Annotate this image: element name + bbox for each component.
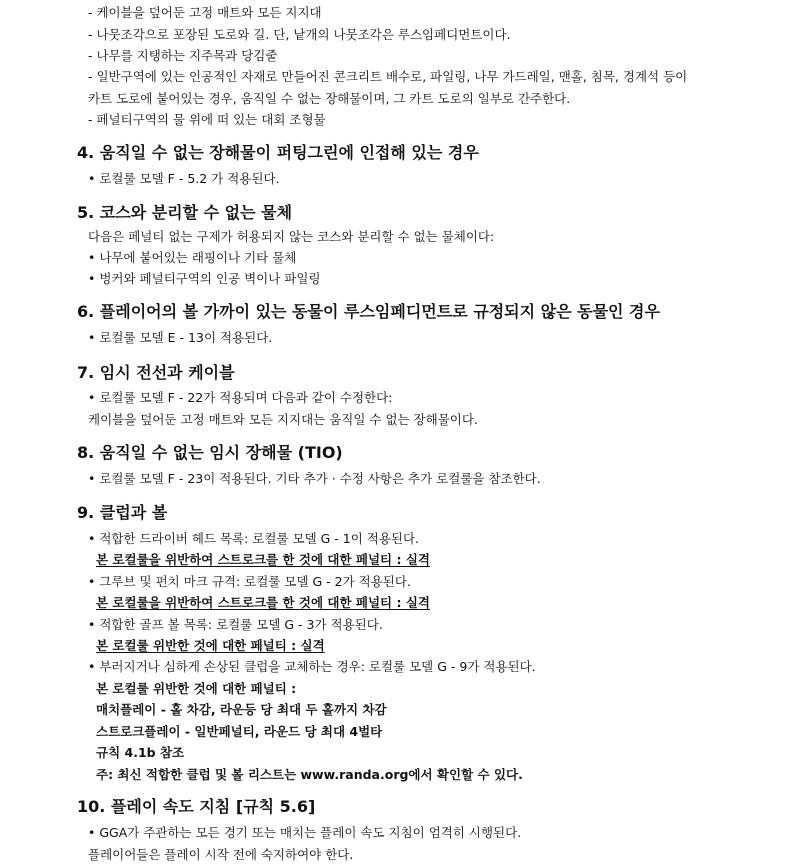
note-text: 주: 최신 적합한 클럽 및 볼 리스트는 www.randa.org에서 확인할 수 있다. [96,767,523,782]
section-heading: 4. 움직일 수 없는 장해물이 퍼팅그린에 인접해 있는 경우 [77,143,479,162]
bullet-item: • 그루브 및 펀치 마크 규격: 로컬룰 모델 G - 2가 적용된다. [88,574,411,590]
bullet-item: • 부러지거나 심하게 손상된 클럽을 교체하는 경우: 로컬룰 모델 G - 9가 적용된다. [88,659,536,675]
bullet-item: • 적합한 드라이버 헤드 목록: 로컬룰 모델 G - 1이 적용된다. [88,531,419,547]
section-intro-text: 다음은 페널티 없는 구제가 허용되지 않는 코스와 분리할 수 없는 물체이다: [88,229,495,244]
section-heading: 10. 플레이 속도 지침 [규칙 5.6] [77,797,316,816]
bullet-item: • 로컬룰 모델 F - 22가 적용되며 다음과 같이 수정한다: [88,390,392,406]
penalty-detail: 스트로크플레이 - 일반페널티, 라운드 당 최대 4벌타 [96,724,383,739]
rule-reference: 규칙 4.1b 참조 [96,745,185,760]
section-heading: 6. 플레이어의 볼 가까이 있는 동물이 루스임페디먼트로 규정되지 않은 동물인 경우 [77,302,660,321]
penalty-detail: 매치플레이 - 홀 차감, 라운등 당 최대 두 홀까지 차감 [96,702,387,717]
list-item: - 일반구역에 있는 인공적인 자재로 만들어진 콘크리트 배수로, 파일링, 나무 가드레일, 맨홀, 침목, 경계석 등이 [88,69,687,85]
bullet-item: • 적합한 골프 볼 목록: 로컬룰 모델 G - 3가 적용된다. [88,617,383,633]
section-heading: 7. 임시 전선과 케이블 [77,363,235,382]
bullet-item: • 로컬룰 모델 F - 5.2 가 적용된다. [88,171,280,187]
penalty-text: 본 로컬룰 위반한 것에 대한 페널티 : [96,681,297,696]
bullet-item: • GGA가 주관하는 모든 경기 또는 매치는 플레이 속도 지침이 엄격히 시행된다. [88,825,521,841]
bullet-item: • 로컬룰 모델 F - 23이 적용된다. 기타 추가 · 수정 사항은 추가 로컬룰을 참조한다. [88,471,541,487]
section-heading: 9. 클럽과 볼 [77,503,168,522]
penalty-text: 본 로컬룰 위반한 것에 대한 페널티 : 실격 [96,638,325,653]
bullet-item: • 벙커와 페널티구역의 인공 벽이나 파일링 [88,271,321,287]
list-item-continuation: 카트 도로에 붙어있는 경우, 움직일 수 없는 장해물이며, 그 카트 도로의 일부로 간주한다. [88,91,571,106]
body-text: 플레이어들은 플레이 시작 전에 숙지하여야 한다. [88,847,354,862]
bullet-item: • 나무에 붙어있는 래핑이나 기타 물체 [88,250,296,266]
section-heading: 8. 움직일 수 없는 임시 장해물 (TIO) [77,443,343,462]
bullet-item: • 로컬룰 모델 E - 13이 적용된다. [88,330,272,346]
penalty-text: 본 로컬룰을 위반하여 스트로크를 한 것에 대한 페널티 : 실격 [96,552,430,567]
list-item: - 페널티구역의 물 위에 떠 있는 대회 조형물 [88,112,326,128]
section-heading: 5. 코스와 분리할 수 없는 물체 [77,203,293,222]
list-item: - 나무를 지탱하는 지주목과 당김줄 [88,48,277,64]
list-item: - 나뭇조각으로 포장된 도로와 길. 단, 낱개의 나뭇조각은 루스임페디먼트이다. [88,27,511,43]
body-text: 케이블을 덮어둔 고정 매트와 모든 지지대는 움직일 수 없는 장해물이다. [88,412,478,427]
penalty-text: 본 로컬룰을 위반하여 스트로크를 한 것에 대한 페널티 : 실격 [96,595,430,610]
list-item: - 케이블을 덮어둔 고정 매트와 모든 지지대 [88,5,322,21]
